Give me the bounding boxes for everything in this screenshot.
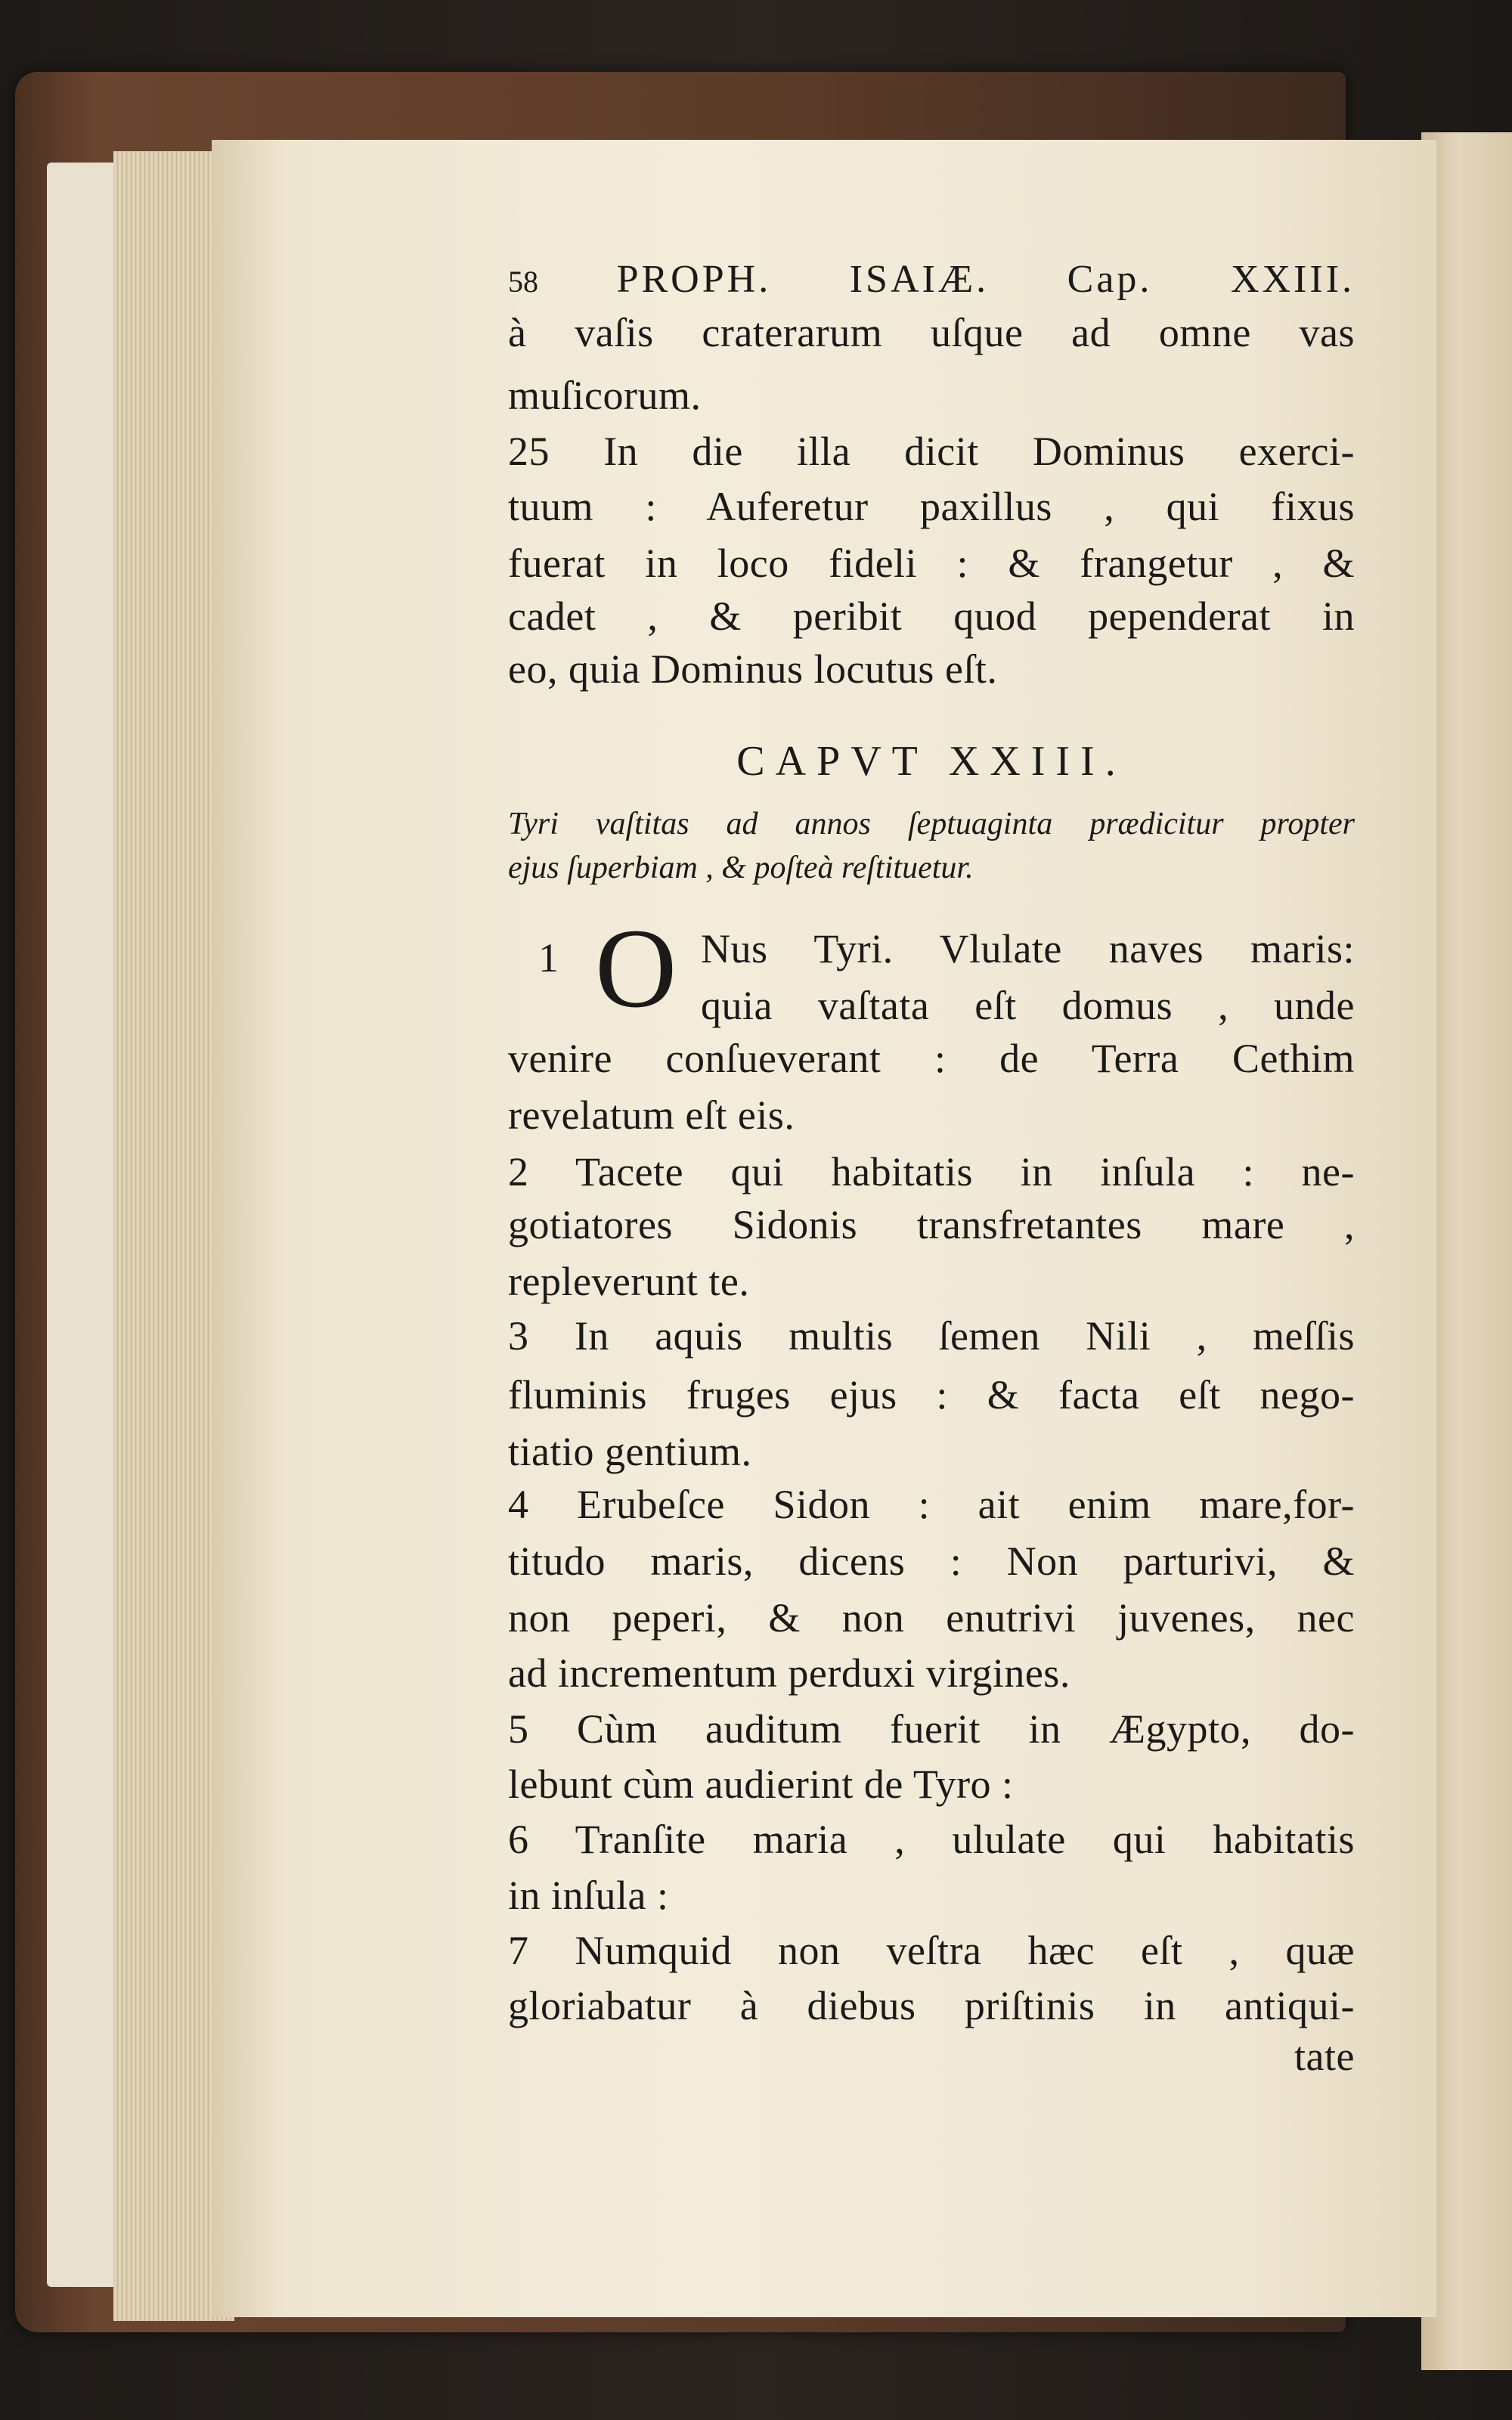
text-line: non peperi, & non enutrivi juvenes, nec [508,1595,1355,1641]
text-line: in inſula : [508,1873,669,1918]
text-line: titudo maris, dicens : Non parturivi, & [508,1538,1355,1584]
text-line: cadet , & peribit quod pependerat in [508,593,1355,639]
text-line: à vaſis craterarum uſque ad omne vas [508,310,1355,355]
text-line: Nus Tyri. Vlulate naves maris: [701,926,1355,971]
text-line: muſicorum. [508,373,702,418]
text-line: quia vaſtata eſt domus , unde [701,983,1355,1028]
text-line: 5 Cùm auditum fuerit in Ægypto, do- [508,1706,1355,1752]
cover-inner-edge [47,163,122,2287]
page-number: 58 [508,265,538,299]
text-line: lebunt cùm audierint de Tyro : [508,1762,1014,1807]
drop-cap-letter: O [595,906,677,1031]
catchword: tate [1294,2034,1355,2079]
text-line: 6 Tranſite maria , ululate qui habitatis [508,1817,1355,1862]
text-line: fluminis fruges ejus : & facta eſt nego- [508,1372,1355,1418]
chapter-title: CAPVT XXIII. [736,738,1126,785]
text-line: venire conſueverant : de Terra Cethim [508,1036,1355,1081]
verse-number: 1 [538,935,559,981]
text-line: 4 Erubeſce Sidon : ait enim mare,for- [508,1482,1355,1527]
text-line: 25 In die illa dicit Dominus exerci- [508,429,1355,474]
text-line: 3 In aquis multis ſemen Nili , meſſis [508,1313,1355,1359]
running-title: PROPH. ISAIÆ. Cap. XXIII. [616,258,1356,301]
text-line: tuum : Auferetur paxillus , qui fixus [508,484,1355,529]
running-header [508,253,1355,308]
text-line: fuerat in loco fideli : & frangetur , & [508,541,1355,586]
text-line: ad incrementum perduxi virgines. [508,1650,1070,1696]
text-line: gotiatores Sidonis transfretantes mare , [508,1202,1355,1247]
text-line: gloriabatur à diebus priſtinis in antiqui- [508,1983,1355,2028]
chapter-summary-line: ejus ſuperbiam , & poſteà reſtituetur. [508,851,974,885]
text-line: revelatum eſt eis. [508,1092,795,1138]
text-line: eo, quia Dominus locutus eſt. [508,646,998,692]
text-line: tiatio gentium. [508,1429,752,1474]
chapter-summary-line: Tyri vaſtitas ad annos ſeptuaginta prædicitur propter [508,807,1355,841]
text-line: 7 Numquid non veſtra hæc eſt , quæ [508,1928,1355,1973]
text-line: 2 Tacete qui habitatis in inſula : ne- [508,1149,1355,1195]
text-line: repleverunt te. [508,1259,750,1304]
